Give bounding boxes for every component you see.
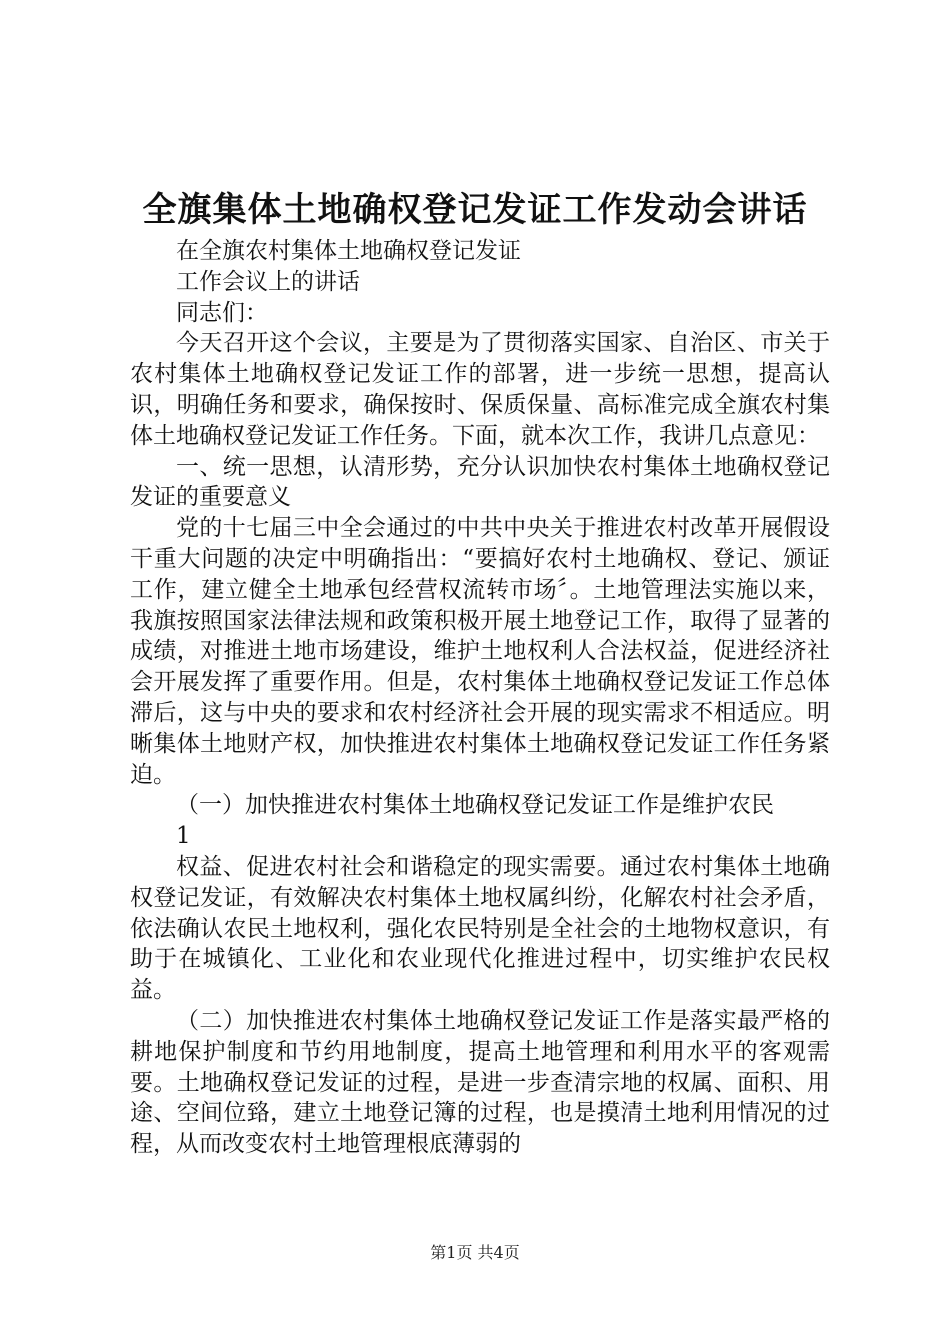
paragraph-section-heading-1: 一、统一思想，认清形势，充分认识加快农村集体土地确权登记发证的重要意义 <box>130 453 830 511</box>
paragraph-salutation: 同志们： <box>176 299 268 326</box>
paragraph-subtitle-line-2: 工作会议上的讲话 <box>176 268 360 295</box>
paragraph-subsection-1-heading: （一）加快推进农村集体土地确权登记发证工作是维护农民 <box>176 792 774 819</box>
document-body <box>130 236 830 1160</box>
document-title: 全旗集体土地确权登记发证工作发动会讲话 <box>142 190 808 230</box>
paragraph-opening: 今天召开这个会议，主要是为了贯彻落实国家、自治区、市关于农村集体土地确权登记发证工作的部署，进一步统一思想，提高认识，明确任务和要求，确保按时、保质保量、高标准完成全旗农村集体土地确权登记发证工作任务。下面，就本次工作，我讲几点意见： <box>130 330 830 449</box>
paragraph-subsection-2: （二）加快推进农村集体土地确权登记发证工作是落实最严格的耕地保护制度和节约用地制度，提高土地管理和利用水平的客观需要。土地确权登记发证的过程，是进一步查清宗地的权属、面积、用途、空间位臵，建立土地登记簿的过程，也是摸清土地利用情况的过程，从而改变农村土地管理根底薄弱的 <box>130 1007 830 1158</box>
paragraph-subtitle-line-1: 在全旗农村集体土地确权登记发证 <box>176 238 521 264</box>
paragraph-section-1-body: 党的十七届三中全会通过的中共中央关于推进农村改革开展假设干重大问题的决定中明确指出：“要搞好农村土地确权、登记、颁证工作，建立健全土地承包经营权流转市场〞。土地管理法实施以来，我旗按照国家法律法规和政策积极开展土地登记工作，取得了显著的成绩，对推进土地市场建设，维护土地权利人合法权益，促进经济社会开展发挥了重要作用。但是，农村集体土地确权登记发证工作总体滞后，这与中央的要求和农村经济社会开展的现实需求不相适应。明晰集体土地财产权，加快推进农村集体土地确权登记发证工作任务紧迫。 <box>130 515 830 788</box>
inline-page-number: 1 <box>176 823 191 850</box>
paragraph-subsection-1-body: 权益、促进农村社会和谐稳定的现实需要。通过农村集体土地确权登记发证，有效解决农村集体土地权属纠纷，化解农村社会矛盾，依法确认农民土地权利，强化农民特别是全社会的土地物权意识，有助于在城镇化、工业化和农业现代化推进过程中，切实维护农民权益。 <box>130 853 830 1004</box>
page-footer: 第1页 共4页 <box>430 1243 520 1262</box>
